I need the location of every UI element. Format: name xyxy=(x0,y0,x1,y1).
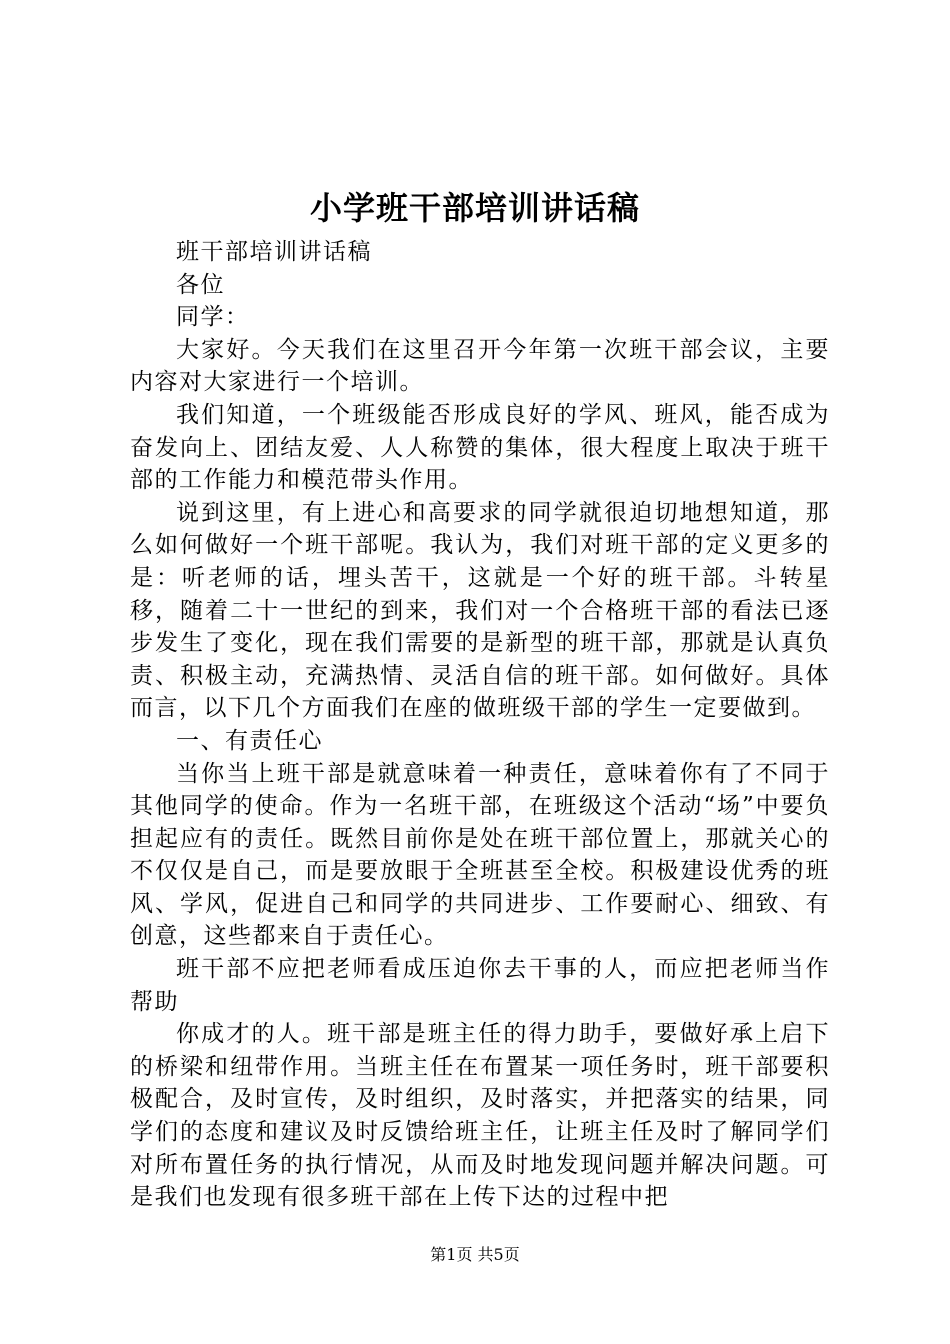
document-title: 小学班干部培训讲话稿 xyxy=(309,189,640,227)
page-number-footer: 第1页 共5页 xyxy=(430,1245,520,1264)
paragraph: 同学： xyxy=(176,304,250,331)
paragraph: 我们知道，一个班级能否形成良好的学风、班风，能否成为奋发向上、团结友爱、人人称赞的集体，很大程度上取决于班干部的工作能力和模范带头作用。 xyxy=(130,401,830,494)
paragraph: 你成才的人。班干部是班主任的得力助手，要做好承上启下的桥梁和纽带作用。当班主任在布置某一项任务时，班干部要积极配合，及时宣传，及时组织，及时落实，并把落实的结果，同学们的态度和建议及时反馈给班主任，让班主任及时了解同学们对所布置任务的执行情况，从而及时地发现问题并解决问题。可是我们也发现有很多班干部在上传下达的过程中把 xyxy=(130,1021,830,1211)
paragraph: 当你当上班干部是就意味着一种责任，意味着你有了不同于其他同学的使命。作为一名班干部，在班级这个活动“场”中要负担起应有的责任。既然目前你是处在班干部位置上，那就关心的不仅仅是自己，而是要放眼于全班甚至全校。积极建设优秀的班风、学风，促进自己和同学的共同进步、工作要耐心、细致、有创意，这些都来自于责任心。 xyxy=(130,760,830,950)
section-heading: 一、有责任心 xyxy=(176,727,323,754)
paragraph: 各位 xyxy=(176,271,225,298)
paragraph: 大家好。今天我们在这里召开今年第一次班干部会议，主要内容对大家进行一个培训。 xyxy=(130,336,830,396)
paragraph: 说到这里，有上进心和高要求的同学就很迫切地想知道，那么如何做好一个班干部呢。我认为，我们对班干部的定义更多的是：听老师的话，埋头苦干，这就是一个好的班干部。斗转星移，随着二十一世纪的到来，我们对一个合格班干部的看法已逐步发生了变化，现在我们需要的是新型的班干部，那就是认真负责、积极主动，充满热情、灵活自信的班干部。如何做好。具体而言，以下几个方面我们在座的做班级干部的学生一定要做到。 xyxy=(130,499,830,722)
paragraph: 班干部培训讲话稿 xyxy=(176,239,372,265)
document-body xyxy=(130,236,830,1214)
paragraph: 班干部不应把老师看成压迫你去干事的人，而应把老师当作帮助 xyxy=(130,956,830,1015)
